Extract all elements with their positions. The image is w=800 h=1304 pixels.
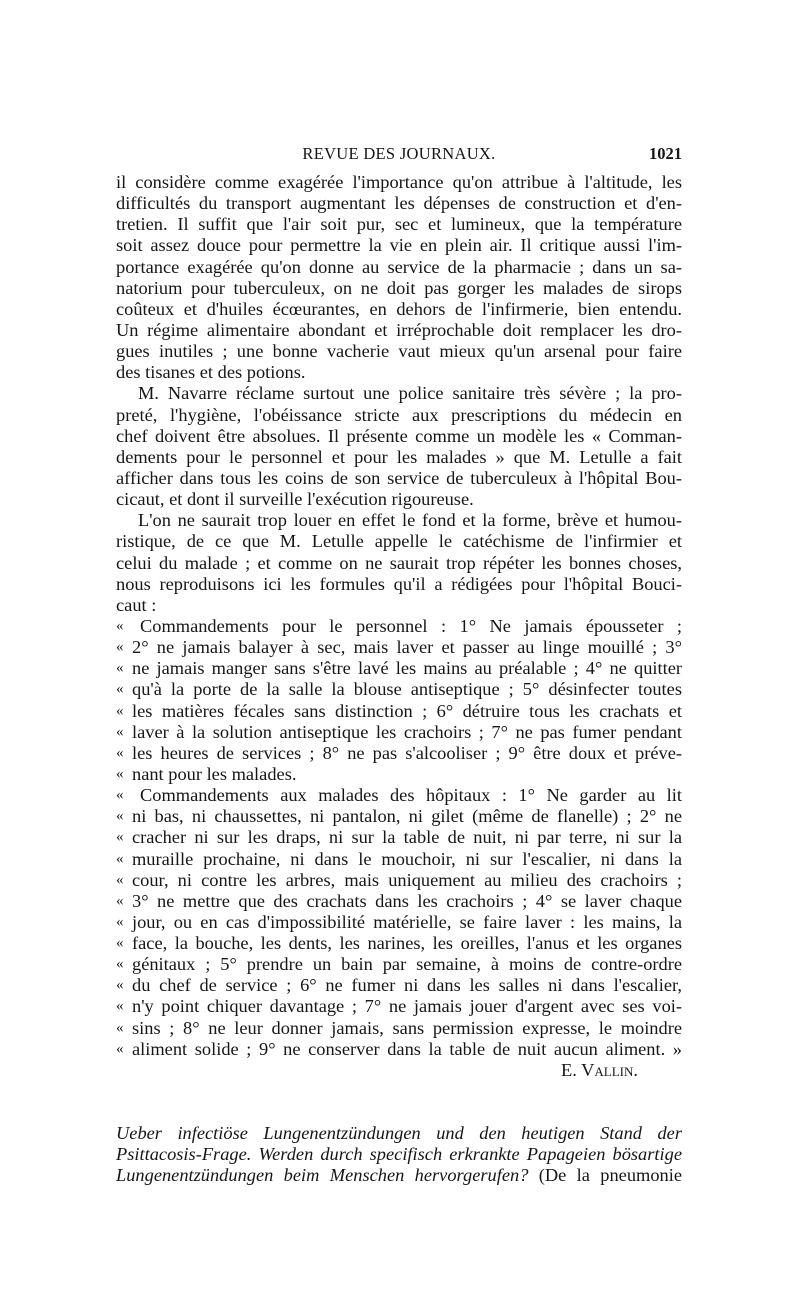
text-line: caut : [116, 594, 157, 615]
quote-malades [116, 785, 682, 1060]
quote-line [116, 637, 682, 658]
quote-text: sins ; 8° ne leur donner jamais, sans permission expresse, le moindre [132, 1017, 682, 1038]
article-source: (De la pneumonie [528, 1165, 682, 1186]
article-title-line: Psittacosis-Frage. Werden durch specifisch erkrankte Papageien bösartige [116, 1144, 682, 1165]
quote-text: ne jamais manger sans s'être lavé les mains au préalable ; 4° ne quitter [132, 658, 682, 679]
text-line: Un régime alimentaire abondant et irréprochable doit remplacer les dro- [116, 319, 682, 340]
text-line: des tisanes et des potions. [116, 362, 306, 383]
quote-line [116, 616, 682, 637]
quote-mark: « [116, 660, 124, 677]
quote-mark: « [116, 871, 124, 888]
quote-text: les matières fécales sans distinction ; 6° détruire tous les crachats et [132, 700, 682, 721]
quote-line [116, 912, 682, 933]
quote-mark: « [116, 639, 124, 656]
text-line: celui du malade ; et comme on ne saurait trop répéter les bonnes choses, [116, 552, 682, 573]
quote-mark: « [116, 956, 124, 973]
quote-text: du chef de service ; 6° ne fumer ni dans les salles ni dans l'escalier, [132, 975, 682, 996]
quote-mark: « [116, 765, 124, 782]
quote-text: les heures de services ; 8° ne pas s'alcooliser ; 9° être doux et préve- [132, 742, 682, 763]
article-title-line [116, 1165, 682, 1186]
quote-line [116, 891, 682, 912]
quote-text: cour, ni contre les arbres, mais uniquement au milieu des crachoirs ; [132, 869, 682, 890]
article-body [116, 172, 682, 1186]
article-title-end: Lungenentzündungen beim Menschen hervorgerufen? [116, 1165, 529, 1186]
quote-text: génitaux ; 5° prendre un bain par semaine, à moins de contre-ordre [132, 954, 682, 975]
paragraph-police-sanitaire [116, 383, 682, 510]
next-article [116, 1123, 682, 1186]
quote-mark: « [116, 977, 124, 994]
quote-text: jour, ou en cas d'impossibilité matérielle, se faire laver : les mains, la [132, 911, 682, 932]
quote-line [116, 743, 682, 764]
text-line: gues inutiles ; une bonne vacherie vaut mieux qu'un arsenal pour faire [116, 341, 682, 362]
text-line: tretien. Il suffit que l'air soit pur, sec et lumineux, que la température [116, 214, 682, 235]
text-line: afficher dans tous les coins de son service de tuberculeux à l'hôpital Bou- [116, 467, 682, 488]
quote-mark: « [116, 892, 124, 909]
quote-text: face, la bouche, les dents, les narines, les oreilles, l'anus et les organes [132, 933, 682, 954]
quote-line [116, 785, 682, 806]
text-line: chef doivent être absolues. Il présente comme un modèle les « Comman- [116, 425, 682, 446]
quote-text: 2° ne jamais balayer à sec, mais laver et passer au linge mouillé ; 3° [132, 637, 682, 658]
page-header [116, 144, 682, 168]
article-title-line: Ueber infectiöse Lungenentzündungen und den heutigen Stand der [116, 1123, 682, 1144]
text-line: il considère comme exagérée l'importance qu'on attribue à l'altitude, les [116, 172, 682, 192]
quote-mark: « [116, 808, 124, 825]
text-line: portance exagérée qu'on donne au service de la pharmacie ; dans un sa- [116, 256, 682, 277]
quote-mark: « [116, 681, 124, 698]
quote-line [116, 954, 682, 975]
quote-line [116, 764, 682, 785]
quote-mark: « [116, 1040, 124, 1057]
quote-line [116, 1039, 682, 1060]
quote-mark: « [116, 829, 124, 846]
text-line: dements pour le personnel et pour les malades » que M. Letulle a fait [116, 446, 682, 467]
quote-mark: « [116, 913, 124, 930]
text-line: nous reproduisons ici les formules qu'il a rédigées pour l'hôpital Bouci- [116, 573, 682, 594]
quote-text: ni bas, ni chaussettes, ni pantalon, ni gilet (même de flanelle) ; 2° ne [132, 806, 682, 827]
quote-line [116, 849, 682, 870]
quote-mark: « [116, 1019, 124, 1036]
quote-text: 3° ne mettre que des crachats dans les crachoirs ; 4° se laver chaque [132, 890, 682, 911]
paragraph-catechisme [116, 510, 682, 616]
text-line: soit assez douce pour permettre la vie en plein air. Il critique aussi l'im- [116, 235, 682, 256]
quote-text: nant pour les malades. [132, 763, 297, 784]
quote-line [116, 827, 682, 848]
paragraph-altitude [116, 172, 682, 383]
running-title: REVUE DES JOURNAUX. [302, 144, 496, 163]
page-number: 1021 [649, 144, 682, 163]
text-line: L'on ne saurait trop louer en effet le fond et la forme, brève et humou- [138, 510, 682, 531]
quote-line [116, 1018, 682, 1039]
quote-line [116, 806, 682, 827]
quote-text: qu'à la porte de la salle la blouse antiseptique ; 5° désinfecter toutes [132, 679, 682, 700]
quote-line [116, 658, 682, 679]
quote-line [116, 679, 682, 700]
text-line: difficultés du transport augmentant les dépenses de construction et d'en- [116, 193, 682, 214]
quote-mark: « [116, 744, 124, 761]
quote-text: muraille prochaine, ni dans le mouchoir, ni sur l'escalier, ni dans la [132, 848, 682, 869]
quote-mark: « [116, 850, 124, 867]
quote-line [116, 933, 682, 954]
author-signature: E. Vallin. [561, 1059, 638, 1080]
quote-personnel [116, 616, 682, 785]
quote-mark: « [116, 998, 124, 1015]
text-line: M. Navarre réclame surtout une police sanitaire très sévère ; la pro- [138, 383, 682, 404]
quote-line [116, 870, 682, 891]
quote-mark: « [116, 935, 124, 952]
quote-text: Commandements pour le personnel : 1° Ne jamais épousseter ; [140, 615, 682, 636]
section-gap [116, 1081, 682, 1123]
quote-text: cracher ni sur les draps, ni sur la table de nuit, ni par terre, ni sur la [132, 827, 682, 848]
text-line: ristique, de ce que M. Letulle appelle le catéchisme de l'infirmier et [116, 531, 682, 552]
quote-mark: « [116, 617, 124, 634]
text-line: cicaut, et dont il surveille l'exécution rigoureuse. [116, 489, 474, 510]
quote-mark: « [116, 723, 124, 740]
text-line: natorium pour tuberculeux, on ne doit pas gorger les malades de sirops [116, 277, 682, 298]
quote-line [116, 996, 682, 1017]
quote-line [116, 701, 682, 722]
quote-text: n'y point chiquer davantage ; 7° ne jamais jouer d'argent avec ses voi- [132, 996, 682, 1017]
quote-text: laver à la solution antiseptique les crachoirs ; 7° ne pas fumer pendant [132, 721, 682, 742]
quote-line [116, 722, 682, 743]
text-line: coûteux et d'huiles écœurantes, en dehors de l'infirmerie, bien entendu. [116, 298, 682, 319]
quote-line [116, 975, 682, 996]
quote-text: aliment solide ; 9° ne conserver dans la table de nuit aucun aliment. » [132, 1038, 682, 1059]
quote-mark: « [116, 702, 124, 719]
quote-text: Commandements aux malades des hôpitaux : 1° Ne garder au lit [140, 785, 682, 806]
quote-mark: « [116, 787, 124, 804]
text-line: preté, l'hygiène, l'obéissance stricte aux prescriptions du médecin en [116, 404, 682, 425]
